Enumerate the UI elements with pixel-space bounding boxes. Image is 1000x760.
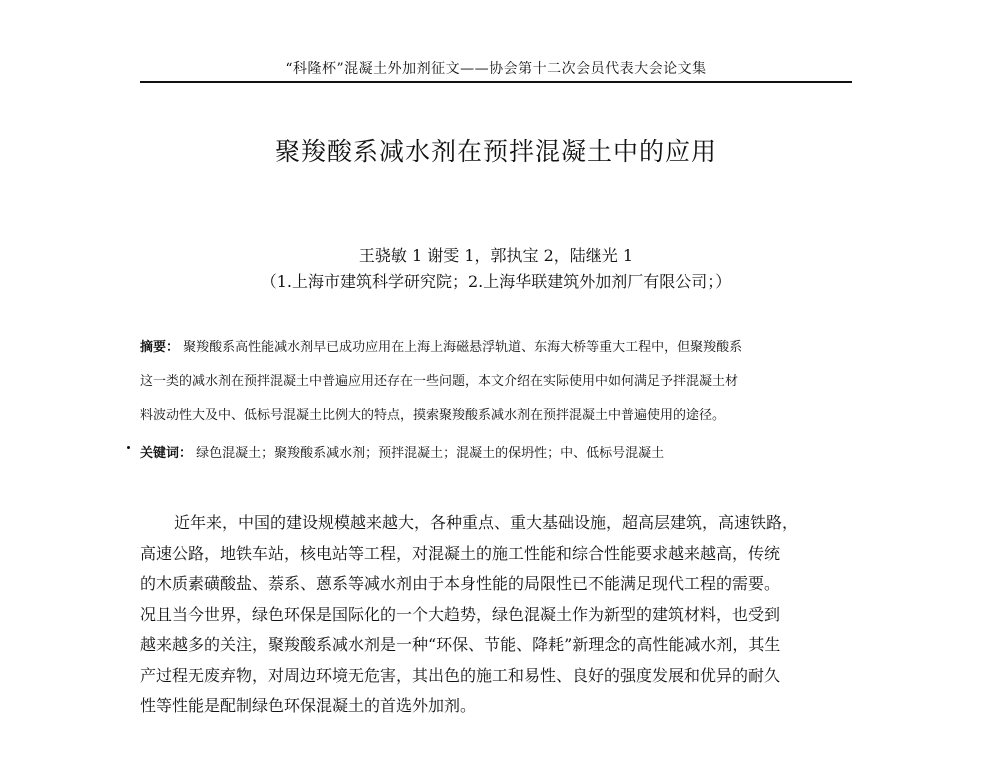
abstract-text: 聚羧酸系高性能减水剂早已成功应用在上海上海磁悬浮轨道、东海大桥等重大工程中，但聚羧酸系: [183, 340, 743, 355]
keywords-text: 绿色混凝土；聚羧酸系减水剂；预拌混凝土；混凝土的保坍性；中、低标号混凝土: [196, 446, 665, 461]
keywords-label: 关键词：: [140, 446, 193, 461]
affiliation-list: （1.上海市建筑科学研究院；2.上海华联建筑外加剂厂有限公司；）: [260, 272, 732, 291]
body-line: 况且当今世界，绿色环保是国际化的一个大趋势，绿色混凝土作为新型的建筑材料，也受到: [140, 604, 781, 624]
abstract-block: [140, 331, 852, 433]
body-line: 高速公路，地铁车站，核电站等工程，对混凝土的施工性能和综合性能要求越来越高，传统: [140, 543, 781, 563]
abstract-line: [140, 331, 852, 365]
keywords-block: [140, 442, 852, 461]
abstract-line: 这一类的减水剂在预拌混凝土中普遍应用还存在一些问题，本文介绍在实际使用中如何满足予拌混凝土材: [140, 374, 739, 389]
body-line: 产过程无废弃物，对周边环境无危害，其出色的施工和易性、良好的强度发展和优异的耐久: [140, 665, 781, 685]
body-paragraph: [140, 508, 852, 722]
body-line: 的木质素磺酸盐、萘系、蒽系等减水剂由于本身性能的局限性已不能满足现代工程的需要。: [140, 574, 781, 593]
author-list: 王骁敏 1 谢雯 1，郭执宝 2，陆继光 1: [358, 246, 634, 265]
running-header: “科隆杯”混凝土外加剂征文——协会第十二次会员代表大会论文集: [285, 61, 707, 77]
abstract-label: 摘要：: [140, 340, 180, 355]
body-line: 性等性能是配制绿色环保混凝土的首选外加剂。: [140, 696, 477, 715]
body-line: 近年来，中国的建设规模越来越大，各种重点、重大基础设施，超高层建筑，高速铁路，: [174, 513, 799, 532]
margin-dot: [127, 446, 130, 449]
paper-title: 聚羧酸系减水剂在预拌混凝土中的应用: [274, 137, 717, 166]
header-divider: [140, 81, 852, 83]
abstract-line: 料波动性大及中、低标号混凝土比例大的特点，摸索聚羧酸系减水剂在预拌混凝土中普遍使用的途径。: [140, 408, 726, 423]
body-line: 越来越多的关注，聚羧酸系减水剂是一种“环保、节能、降耗”新理念的高性能减水剂，其生: [140, 635, 781, 654]
